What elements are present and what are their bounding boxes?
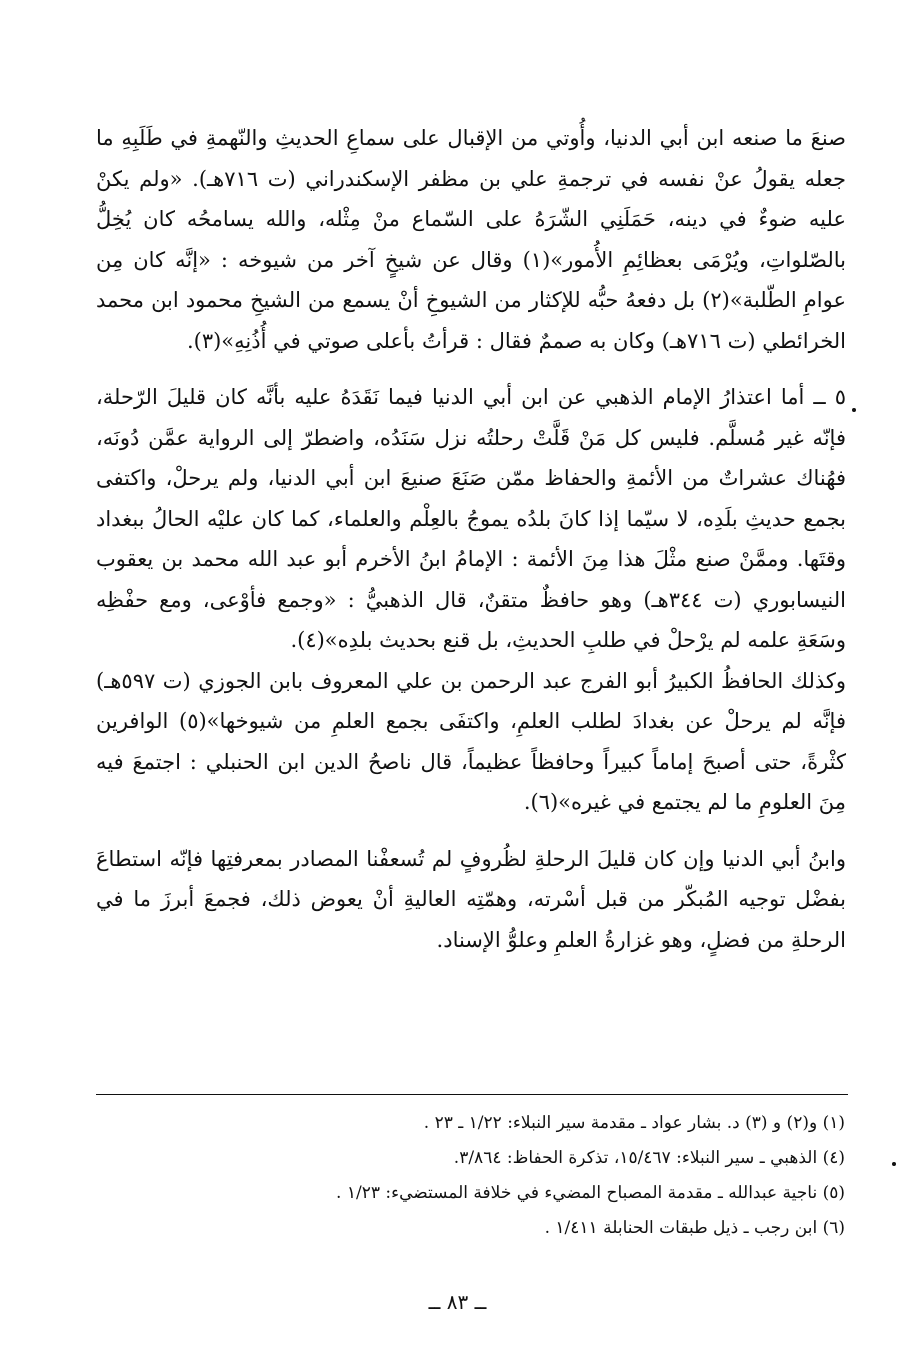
footnote-4: (٦) ابن رجب ـ ذيل طبقات الحنابلة ١/٤١١ . [544, 1218, 845, 1238]
paragraph-4: وابنُ أبي الدنيا وإن كان قليلَ الرحلةِ لظُروفٍ لم تُسعفْنا المصادر بمعرفتِها فإنّه استطاعَ بفضْل توجيه المُبكّر من قبل أسْرته، وهمّتِه العاليةِ أنْ يعوض ذلك، فجمعَ أبرزَ ما في الرحلةِ من فضلٍ، وهو غزارةُ العلمِ وعلوُّ الإسناد. [96, 846, 846, 952]
footnote-1: (١) و(٢) و (٣) د. بشار عواد ـ مقدمة سير النبلاء: ١/٢٢ ـ ٢٣ . [423, 1113, 845, 1133]
footnote-2: (٤) الذهبي ـ سير النبلاء: ١٥/٤٦٧، تذكرة الحفاظ: ٣/٨٦٤. [453, 1148, 845, 1168]
footnotes [85, 1106, 845, 1246]
paragraph-1: صنعَ ما صنعه ابن أبي الدنيا، وأُوتي من الإقبال على سماعِ الحديثِ والنّهمةِ في طَلَبِهِ ما جعله يقولُ عنْ نفسه في ترجمةِ علي بن مظفر الإسكندراني (ت ٧١٦هـ). «ولم يكنْ عليه ضوءٌ في دينه، حَمَلَنِي الشّرَهُ على السّماع منْ مِثْله، والله يسامحُه كان يُخِلُّ بالصّلواتِ، ويُرْمَى بعظائِمِ الأُمور»(١) وقال عن شيخٍ آخر من شيوخه : «إنَّه كان مِن عوامِ الطّلبة»(٢) بل دفعهُ حبُّه للإكثار من الشيوخِ أنْ يسمع من الشيخِ محمود ابن محمد الخرائطي (ت ٧١٦هـ) وكان به صممٌ فقال : قرأتُ بأعلى صوتي في أُذُنِهِ»(٣). [96, 126, 847, 353]
paragraph-3: وكذلك الحافظُ الكبيرُ أبو الفرج عبد الرحمن بن علي المعروف بابن الجوزي (ت ٥٩٧هـ) فإنَّه لم يرحلْ عن بغدادَ لطلب العلمِ، واكتفَى بجمع العلمِ من شيوخها»(٥) الوافرين كثْرةً، حتى أصبحَ إماماً كبيراً وحافظاً عظيماً، قال ناصحُ الدين ابن الحنبلي : اجتمعَ فيه مِنَ العلومِ ما لم يجتمع في غيره»(٦). [96, 668, 846, 814]
footnote-divider [96, 1094, 848, 1095]
ink-speck [852, 408, 856, 412]
main-text [96, 118, 846, 960]
footnote-3: (٥) ناجية عبدالله ـ مقدمة المصباح المضيء في خلافة المستضيء: ١/٢٣ . [336, 1183, 845, 1203]
paragraph-2: ٥ ــ أما اعتذارُ الإمام الذهبي عن ابن أبي الدنيا فيما نَقَدَهُ عليه بأنَّه كان قليلَ الرّحلة، فإنّه غير مُسلَّم. فليس كل مَنْ قَلَّتْ رحلتُه نزل سَنَدُه، واضطرّ إلى الرواية عمَّن دُونَه، فهُناك عشراتٌ من الأئمةِ والحفاظ ممّن صَنَعَ صنيعَ ابن أبي الدنيا، ولم يرحلْ، واكتفى بجمع حديثِ بلَدِه، لا سيّما إذا كانَ بلدُه يموجُ بالعِلْم والعلماء، كما كان عليْه الحالُ ببغداد وقتَها. وممَّنْ صنع مثْلَ هذا مِنَ الأئمة : الإمامُ ابنُ الأخرم أبو عبد الله محمد بن يعقوب النيسابوري (ت ٣٤٤هـ) وهو حافظٌ متقنٌ، قال الذهبيُّ : «وجمع فأوْعى، ومع حفْظِه وسَعَةِ علمه لم يرْحلْ في طلبِ الحديثِ، بل قنع بحديث بلدِه»(٤). [96, 385, 846, 652]
ink-speck [892, 1162, 896, 1166]
page-number: ــ ٨٣ ــ [428, 1290, 487, 1314]
